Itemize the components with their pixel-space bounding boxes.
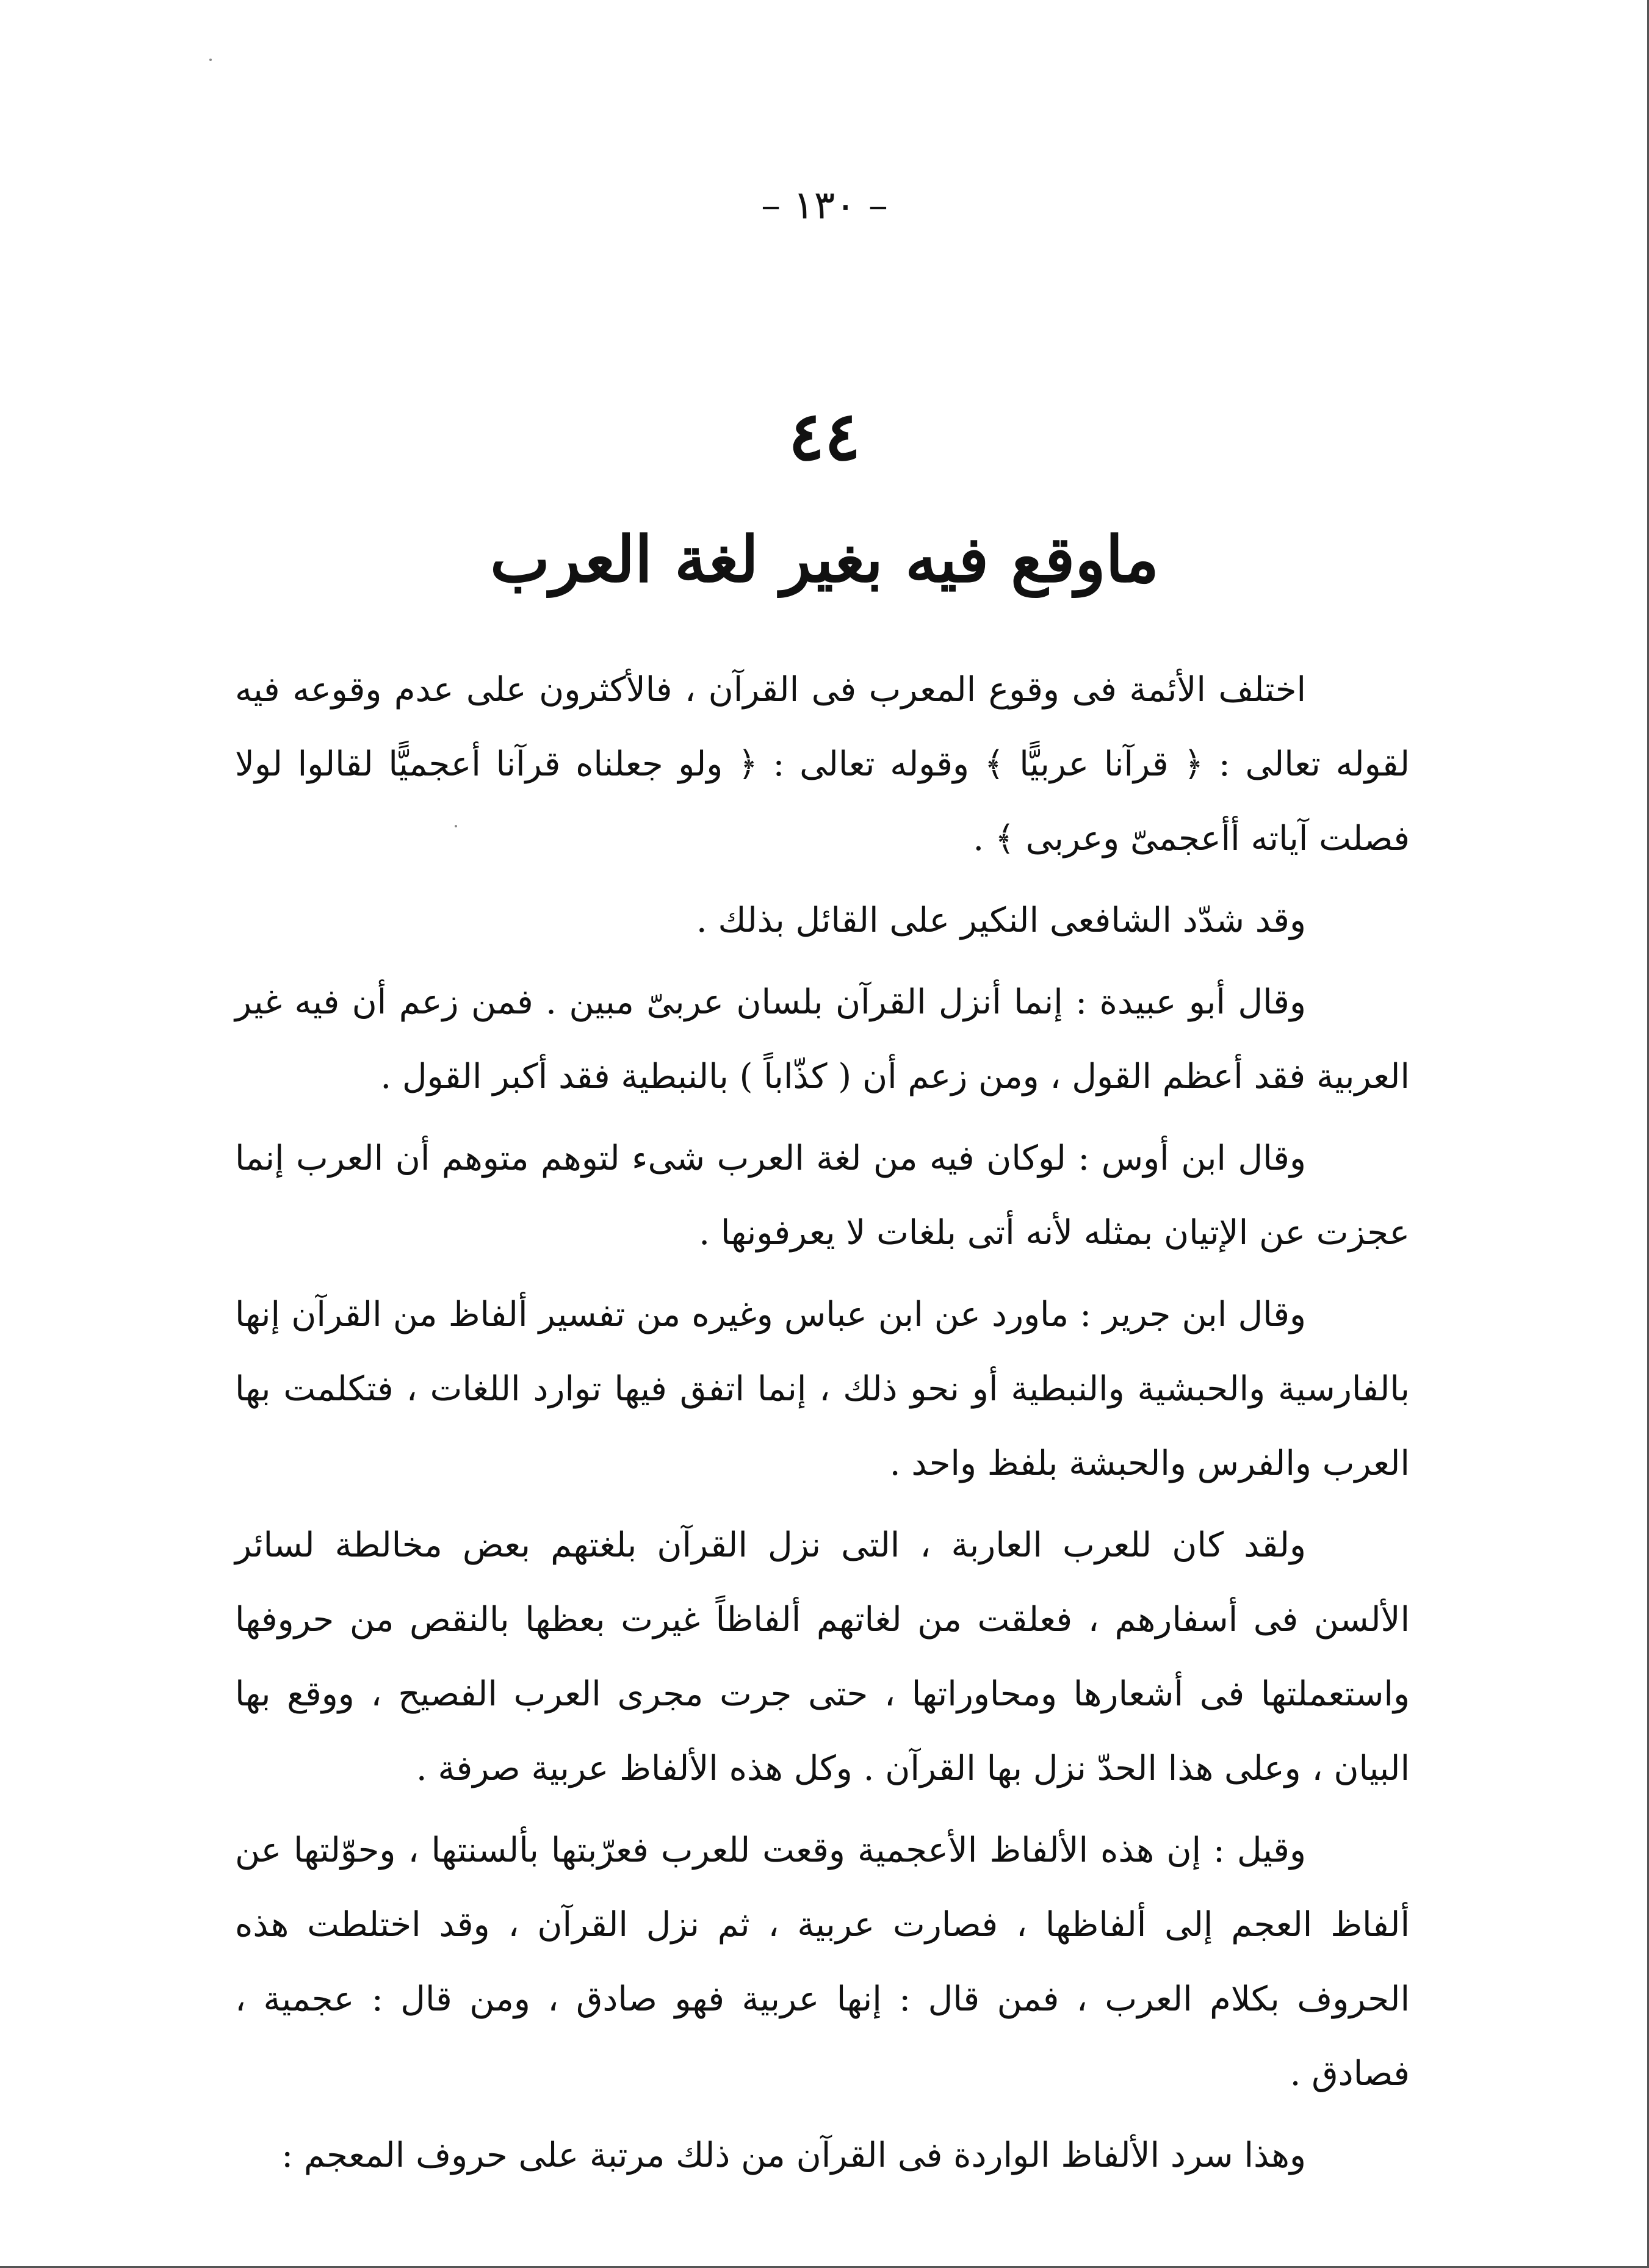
paragraph: وقيل : إن هذه الألفاظ الأعجمية وقعت للعرب فعرّبتها بألسنتها ، وحوّلتها عن ألفاظ العجم إلى ألفاظها ، فصارت عربية ، ثم نزل القرآن ، وقد اختلطت هذه الحروف بكلام العرب ، فمن قال : إنها عربية فهو صادق ، ومن قال : عجمية ، فصادق . bbox=[235, 1831, 1410, 2093]
paragraph: ولقد كان للعرب العاربة ، التى نزل القرآن بلغتهم بعض مخالطة لسائر الألسن فى أسفارهم ، فعلقت من لغاتهم ألفاظاً غيرت بعظها بالنقص من حروفها واستعملتها فى أشعارها ومحاوراتها ، حتى جرت مجرى العرب الفصيح ، ووقع بها البيان ، وعلى هذا الحدّ نزل بها القرآن . وكل هذه الألفاظ عربية صرفة . bbox=[235, 1525, 1410, 1788]
body-text bbox=[235, 653, 1410, 2200]
paragraph: وقال ابن جرير : ماورد عن ابن عباس وغيره من تفسير ألفاظ من القرآن إنها بالفارسية والحبشية والنبطية أو نحو ذلك ، إنما اتفق فيها توارد اللغات ، فتكلمت بها العرب والفرس والحبشة بلفظ واحد . bbox=[235, 1295, 1410, 1483]
paragraph: وهذا سرد الألفاظ الواردة فى القرآن من ذلك مرتبة على حروف المعجم : bbox=[281, 2136, 1306, 2175]
page-number: – ١٣٠ – bbox=[761, 183, 888, 228]
scan-speck bbox=[209, 59, 212, 61]
paragraph: وقال ابن أوس : لوكان فيه من لغة العرب شىء لتوهم متوهم أن العرب إنما عجزت عن الإتيان بمثله لأنه أتى بلغات لا يعرفونها . bbox=[235, 1139, 1410, 1253]
paragraph: اختلف الأئمة فى وقوع المعرب فى القرآن ، فالأكثرون على عدم وقوعه فيه لقوله تعالى : ﴿ قرآنا عربيًّا ﴾ وقوله تعالى : ﴿ ولو جعلناه قرآنا أعجميًّا لقالوا لولا فصلت آياته أأعجمىّ وعربى ﴾ . bbox=[235, 670, 1410, 859]
chapter-number: ٤٤ bbox=[788, 397, 861, 475]
paragraph: وقد شدّد الشافعى النكير على القائل بذلك . bbox=[696, 901, 1306, 940]
chapter-title: ماوقع فيه بغير لغة العرب bbox=[490, 522, 1159, 597]
paragraph: وقال أبو عبيدة : إنما أنزل القرآن بلسان عربىّ مبين . فمن زعم أن فيه غير العربية فقد أعظم القول ، ومن زعم أن ( كذّاباً ) بالنبطية فقد أكبر القول . bbox=[235, 982, 1410, 1096]
